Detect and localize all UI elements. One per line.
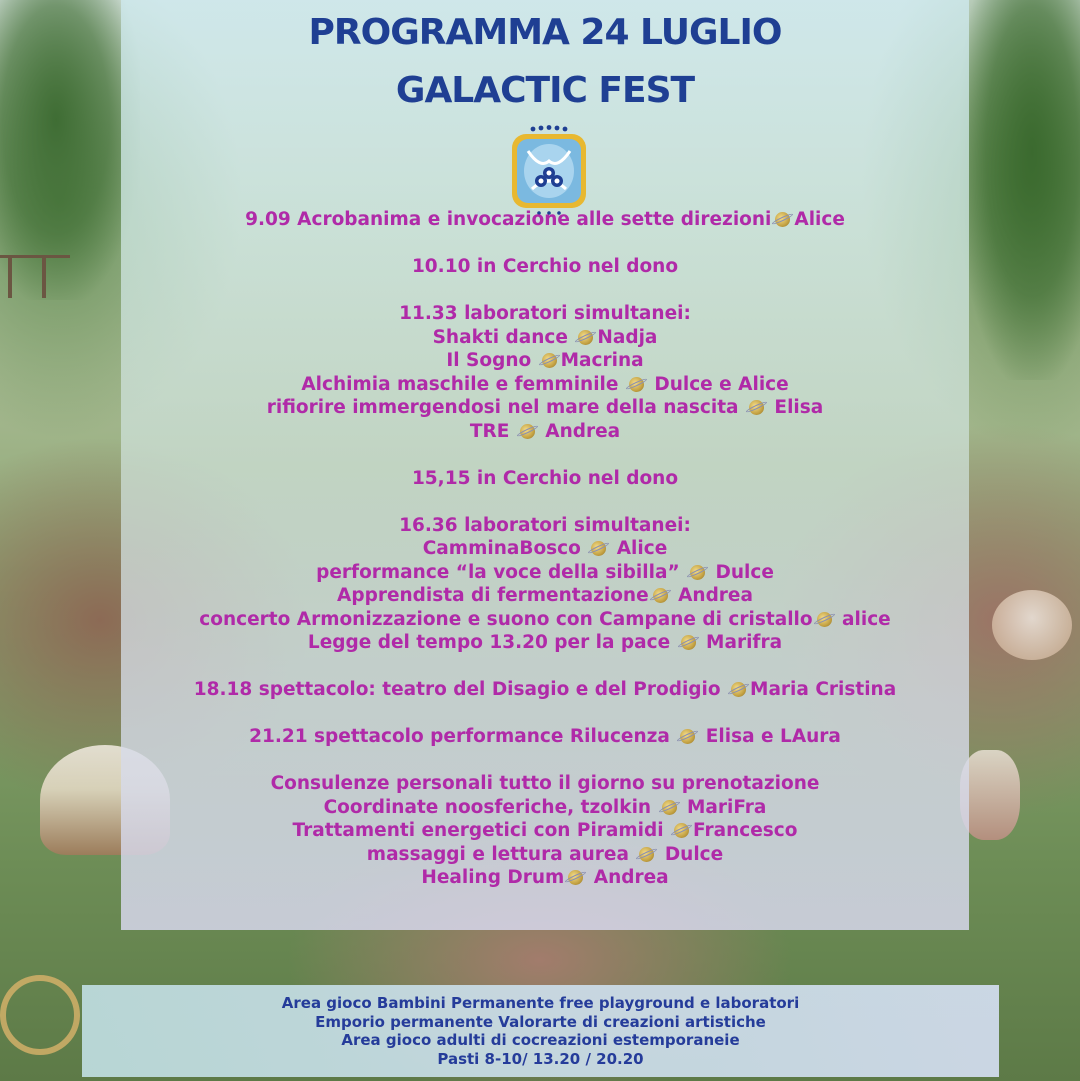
background-trees-right xyxy=(960,0,1080,380)
footer-line: Emporio permanente Valorarte di creazioni artistiche xyxy=(315,1012,766,1031)
planet-icon xyxy=(662,800,677,815)
schedule-heading-afternoon-labs: 16.36 laboratori simultanei: xyxy=(399,514,691,536)
planet-icon xyxy=(731,682,746,697)
planet-icon xyxy=(591,541,606,556)
background-tambourine xyxy=(0,975,80,1055)
consultation-item: massaggi e lettura aurea Dulce xyxy=(366,843,724,865)
page-subtitle: GALACTIC FEST xyxy=(395,70,695,111)
planet-icon xyxy=(749,400,764,415)
schedule-item-cerchio-afternoon: 15,15 in Cerchio nel dono xyxy=(411,467,679,489)
planet-icon xyxy=(680,729,695,744)
lab-item: performance “la voce della sibilla” Dulce xyxy=(316,561,774,583)
lab-item: Apprendista di fermentazione Andrea xyxy=(337,585,753,606)
planet-icon xyxy=(775,212,790,227)
footer-line: Area gioco adulti di cocreazioni estemporaneie xyxy=(341,1031,740,1049)
planet-icon xyxy=(674,823,689,838)
lab-item: TRE Andrea xyxy=(469,420,621,442)
footer-meal-times: Pasti 8-10/ 13.20 / 20.20 xyxy=(437,1049,644,1068)
page-title: PROGRAMMA 24 LUGLIO xyxy=(308,12,782,53)
planet-icon xyxy=(520,424,535,439)
lab-item: Legge del tempo 13.20 per la pace Marifra xyxy=(307,632,783,653)
planet-icon xyxy=(817,612,832,627)
consultation-item: Trattamenti energetici con Piramidi Francesco xyxy=(292,820,798,841)
schedule-item-cerchio-morning: 10.10 in Cerchio nel dono xyxy=(411,256,679,277)
schedule-list xyxy=(121,208,969,890)
background-fence xyxy=(0,255,70,298)
planet-icon xyxy=(542,353,557,368)
background-drum-bottom-right xyxy=(960,750,1020,840)
schedule-heading-consultations: Consulenze personali tutto il giorno su prenotazione xyxy=(270,773,820,794)
planet-icon xyxy=(690,565,705,580)
lab-item: Il Sogno Macrina xyxy=(446,350,644,371)
planet-icon xyxy=(639,847,654,862)
lab-item: Alchimia maschile e femminile Dulce e Alice xyxy=(301,373,789,395)
background-drum-right xyxy=(992,590,1072,660)
planet-icon xyxy=(568,870,583,885)
lab-item: concerto Armonizzazione e suono con Campane di cristallo alice xyxy=(199,608,891,630)
planet-icon xyxy=(629,377,644,392)
footer-line: Area gioco Bambini Permanente free playground e laboratori xyxy=(281,994,800,1012)
lab-item: rifiorire immergendosi nel mare della nascita Elisa xyxy=(266,397,824,418)
lab-item: CamminaBosco Alice xyxy=(422,538,668,559)
planet-icon xyxy=(653,588,668,603)
planet-icon xyxy=(681,635,696,650)
galactic-fest-logo-icon xyxy=(510,125,588,217)
schedule-item-acrobanima: 9.09 Acrobanima e invocazione alle sette direzioni Alice xyxy=(245,209,845,230)
schedule-heading-morning-labs: 11.33 laboratori simultanei: xyxy=(399,303,691,324)
planet-icon xyxy=(578,330,593,345)
footer-info xyxy=(82,994,999,1068)
schedule-item-teatro: 18.18 spettacolo: teatro del Disagio e del Prodigio Maria Cristina xyxy=(193,679,897,700)
schedule-item-rilucenza: 21.21 spettacolo performance Rilucenza Elisa e LAura xyxy=(249,726,841,747)
consultation-item: Healing Drum Andrea xyxy=(421,867,669,888)
consultation-item: Coordinate noosferiche, tzolkin MariFra xyxy=(323,796,767,818)
lab-item: Shakti dance Nadja xyxy=(432,326,658,348)
